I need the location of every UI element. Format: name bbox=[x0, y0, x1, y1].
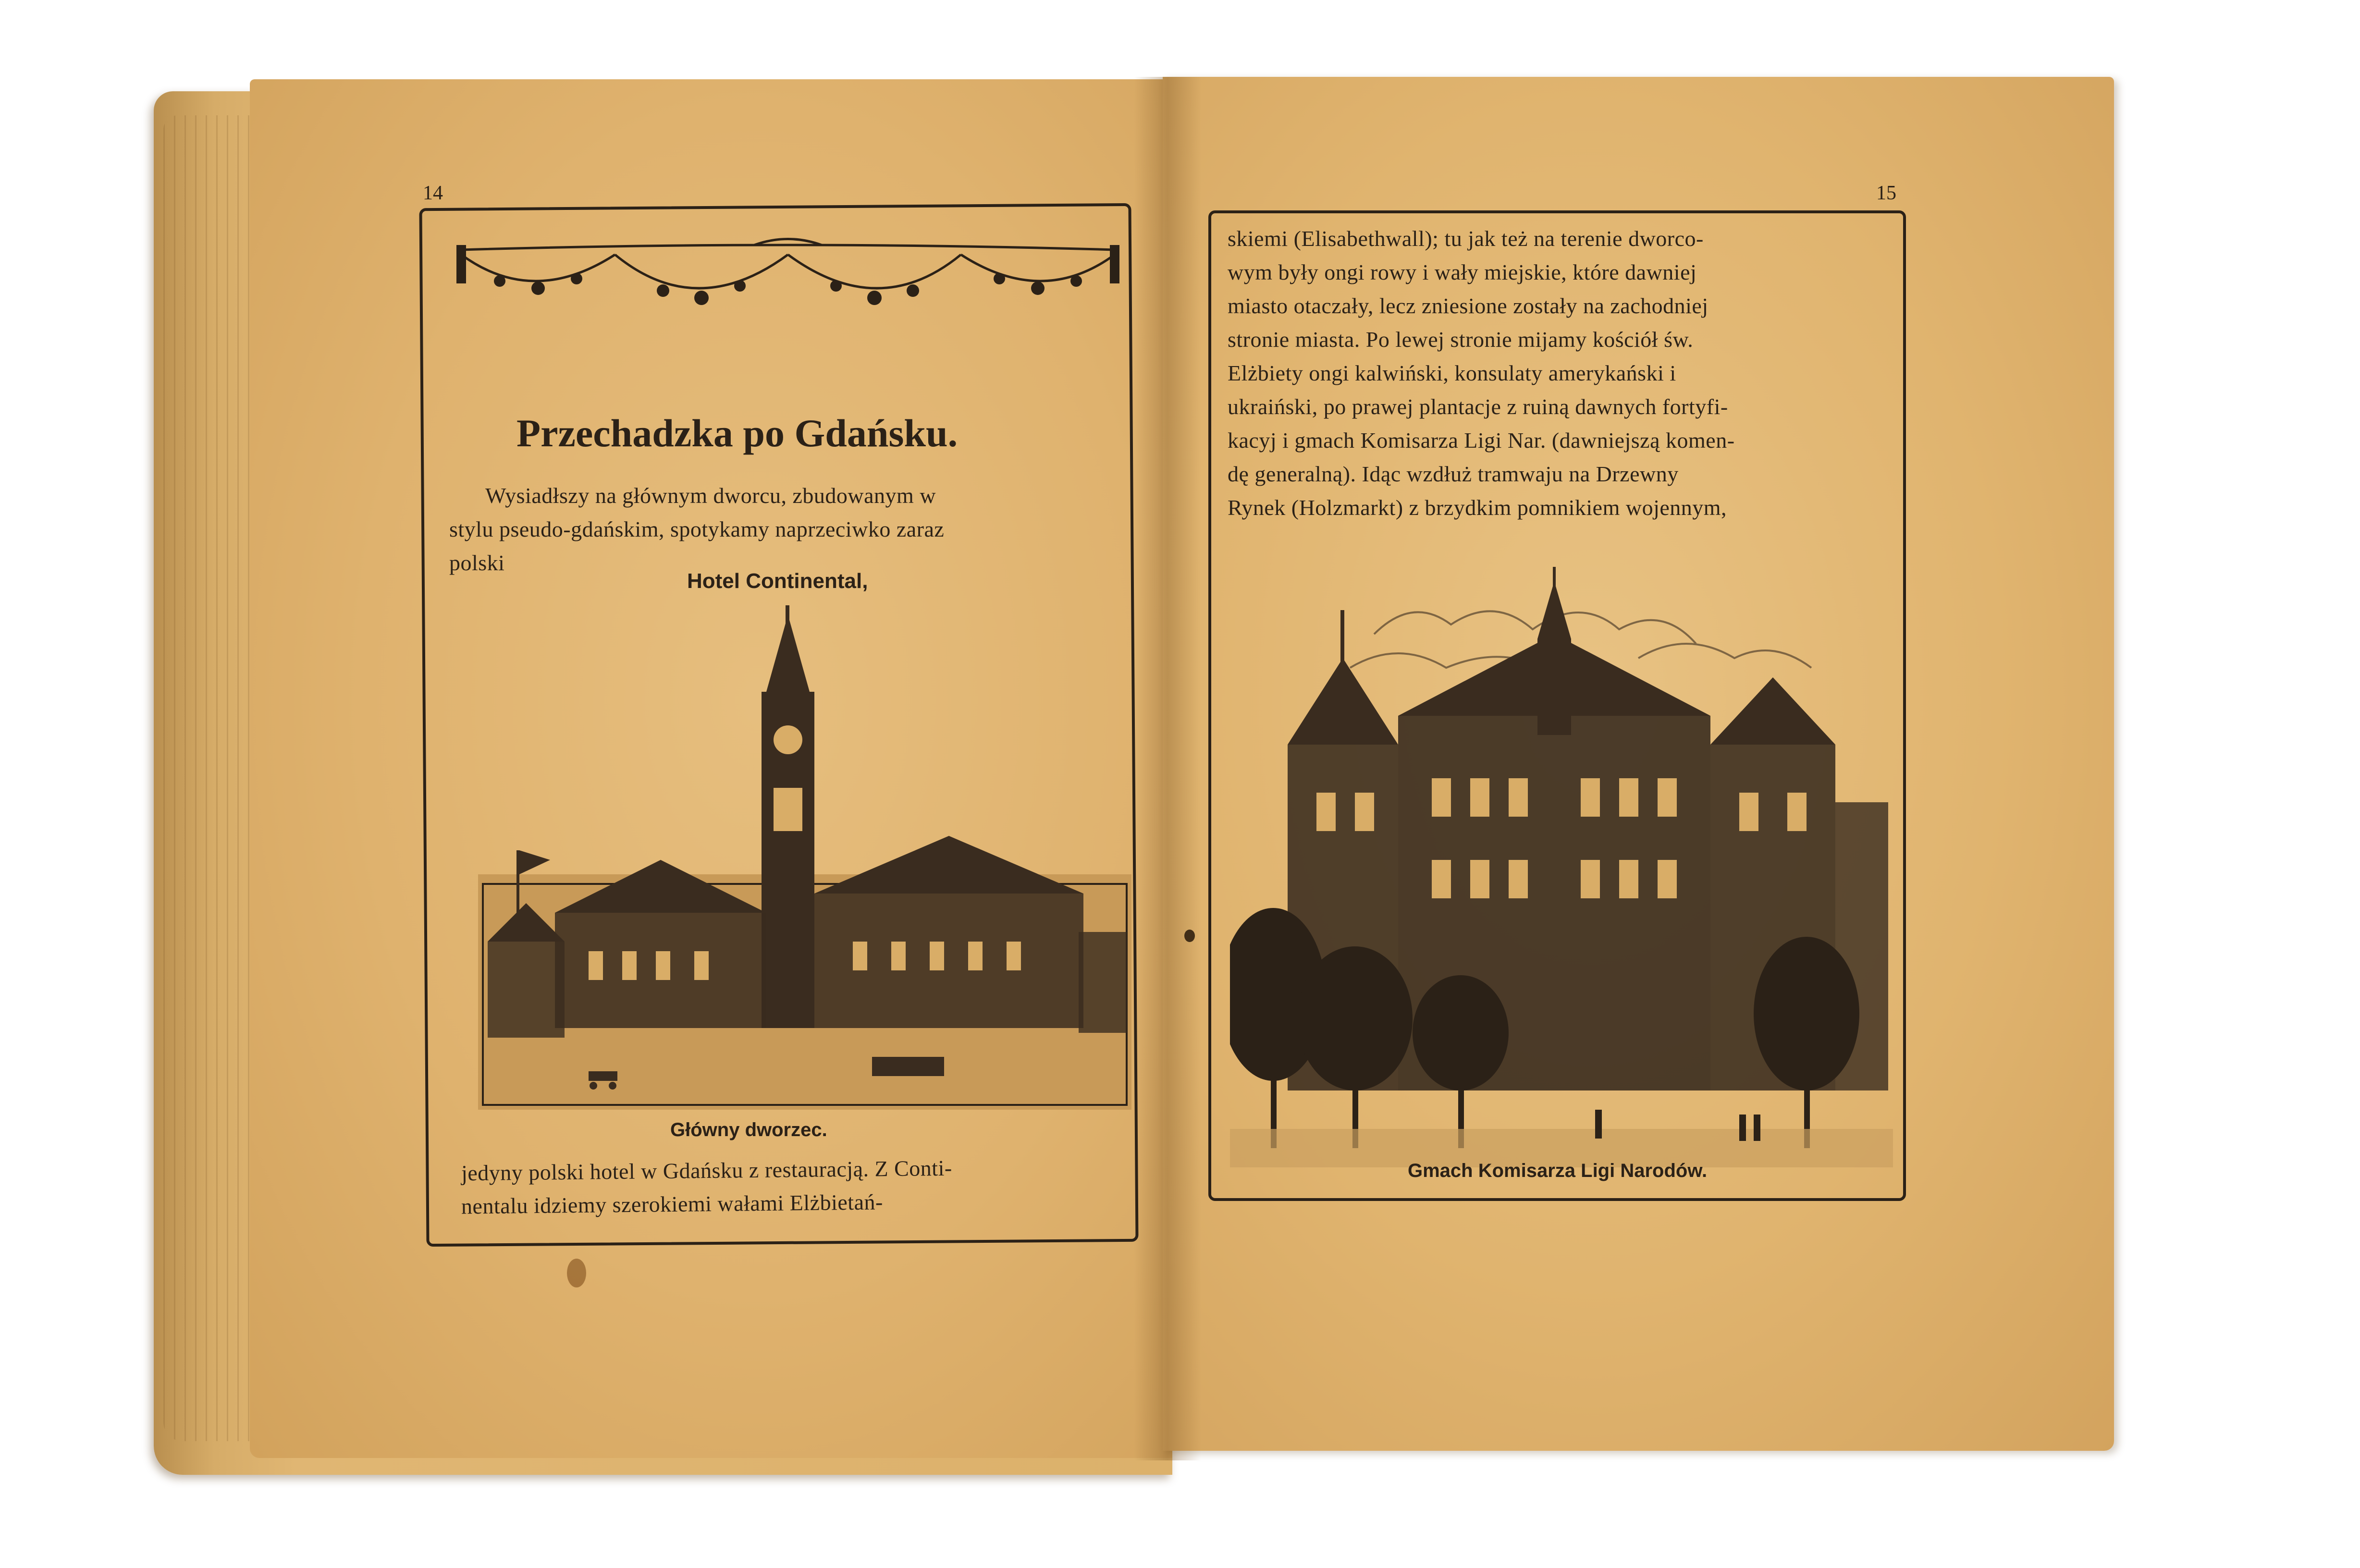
right-line-1: skiemi (Elisabethwall); tu jak też na terenie dworco- bbox=[1228, 226, 1704, 251]
paper-stain bbox=[567, 1259, 586, 1287]
intro-line-3: polski bbox=[449, 551, 505, 575]
right-line-7: kacyj i gmach Komisarza Ligi Nar. (dawniejszą komen- bbox=[1228, 428, 1735, 453]
railway-station-illustration bbox=[478, 605, 1131, 1110]
right-line-9: Rynek (Holzmarkt) z brzydkim pomnikiem wojennym, bbox=[1228, 495, 1727, 520]
hotel-name: Hotel Continental, bbox=[687, 569, 868, 593]
right-line-5: Elżbiety ongi kalwiński, konsulaty amerykański i bbox=[1228, 361, 1676, 385]
page-edges bbox=[163, 115, 259, 1441]
right-line-2: wym były ongi rowy i wały miejskie, które dawniej bbox=[1228, 260, 1697, 284]
page-number-left: 14 bbox=[423, 182, 443, 204]
building-caption: Gmach Komisarza Ligi Narodów. bbox=[1408, 1160, 1708, 1181]
decorative-garland-icon bbox=[456, 235, 1119, 322]
intro-line-2: stylu pseudo-gdańskim, spotykamy naprzeciwko zaraz bbox=[449, 517, 945, 541]
paper-spot bbox=[1184, 930, 1195, 942]
closing-line-2: nentalu idziemy szerokiemi wałami Elżbietań- bbox=[461, 1189, 884, 1219]
right-line-4: stronie miasta. Po lewej stronie mijamy kościół św. bbox=[1228, 327, 1694, 352]
closing-line-1: jedyny polski hotel w Gdańsku z restauracją. Z Conti- bbox=[461, 1155, 952, 1186]
right-line-8: dę generalną). Idąc wzdłuż tramwaju na Drzewny bbox=[1228, 462, 1679, 486]
right-line-6: ukraiński, po prawej plantacje z ruiną dawnych fortyfi- bbox=[1228, 394, 1728, 419]
station-caption: Główny dworzec. bbox=[670, 1119, 827, 1140]
page-number-right: 15 bbox=[1876, 182, 1896, 204]
commissioner-building-illustration bbox=[1230, 562, 1893, 1172]
right-line-3: miasto otaczały, lecz zniesione zostały na zachodniej bbox=[1228, 294, 1709, 318]
intro-line-1: Wysiadłszy na głównym dworcu, zbudowanym w bbox=[485, 483, 936, 508]
page-title: Przechadzka po Gdańsku. bbox=[516, 411, 958, 455]
book-gutter bbox=[1134, 77, 1201, 1460]
